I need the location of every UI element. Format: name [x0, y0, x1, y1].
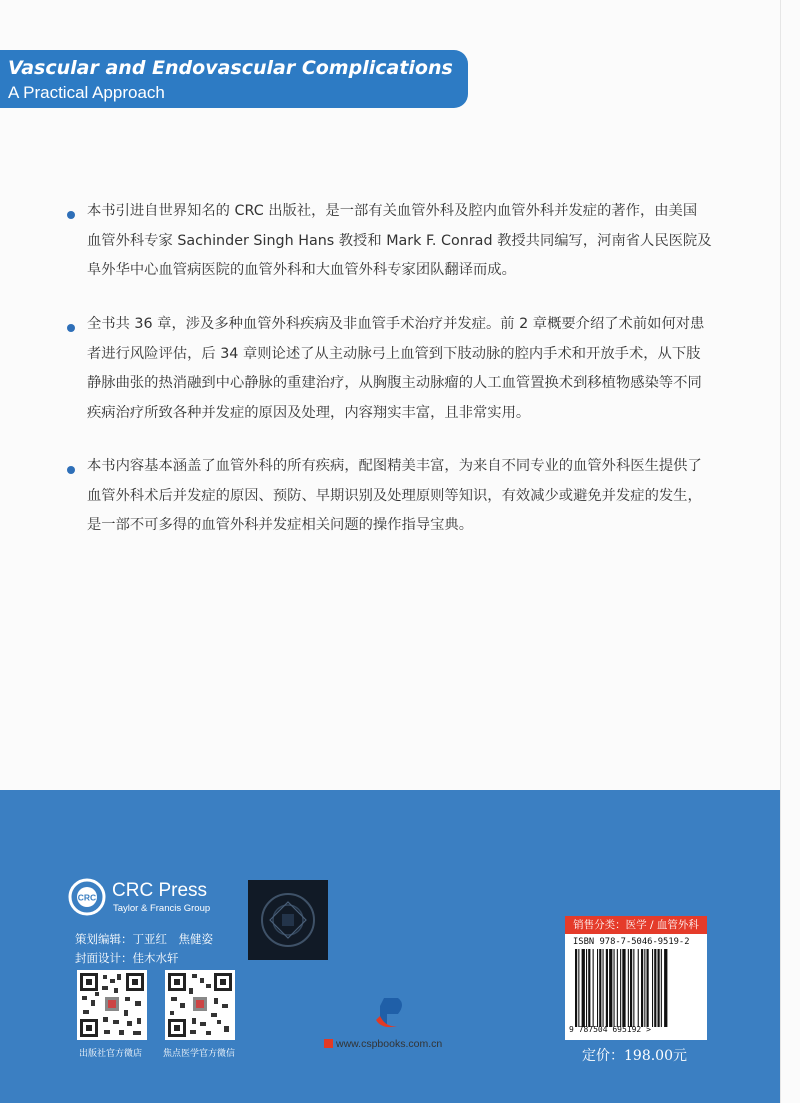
paragraph-line: 血管外科术后并发症的原因、预防、早期识别及处理原则等知识，有效减少或避免并发症的发生， [87, 487, 702, 504]
anti-counterfeit-hologram-icon [248, 880, 328, 960]
price-label: 定价：198.00元 [582, 1048, 687, 1064]
barcode-bar [586, 949, 587, 1027]
isbn-text: ISBN 978-7-5046-9519-2 [573, 937, 690, 947]
barcode-bar [609, 949, 612, 1027]
barcode-bar [606, 949, 608, 1027]
website-link[interactable] [324, 1038, 442, 1050]
paragraph-line: 静脉曲张的热消融到中心静脉的重建治疗，从胸腹主动脉瘤的人工血管置换术到移植物感染等不同 [87, 375, 702, 391]
barcode-label [565, 916, 707, 1040]
barcode-bar [603, 949, 604, 1027]
barcode-bar [654, 949, 656, 1027]
qr-label-wechat: 焦点医学官方微信 [163, 1049, 236, 1059]
description-paragraph-2 [87, 310, 727, 428]
barcode-digits: 9 787504 695192 > [569, 1025, 651, 1034]
barcode-bar [614, 949, 615, 1027]
paragraph-line: 阜外华中心血管病医院的血管外科和大血管外科专家团队翻译而成。 [87, 262, 516, 278]
barcode-bar [633, 949, 634, 1027]
editors-credit: 策划编辑：丁亚红 焦健姿 [75, 932, 213, 946]
paragraph-line: 本书引进自世界知名的 CRC 出版社，是一部有关血管外科及腔内血管外科并发症的著作，由美国 [87, 203, 698, 219]
paragraph-line: 全书共 36 章，涉及多种血管外科疾病及非血管手术治疗并发症。前 2 章概要介绍了术前如何对患 [87, 316, 705, 332]
website-mark-icon [324, 1039, 333, 1048]
barcode-bar [578, 949, 579, 1027]
description-paragraph-3 [87, 452, 727, 541]
qr-code-wechat-icon [165, 970, 235, 1040]
barcode-bar [652, 949, 653, 1027]
barcode-bar [658, 949, 660, 1027]
qr-label-store: 出版社官方微店 [79, 1049, 143, 1059]
paragraph-line: 本书内容基本涵盖了血管外科的所有疾病，配图精美丰富，为来自不同专业的血管外科医生提供了 [87, 458, 702, 474]
paragraph-line: 血管外科专家 Sachinder Singh Hans 教授和 Mark F. Conrad 教授共同编写，河南省人民医院及 [87, 232, 712, 249]
book-subtitle: A Practical Approach [8, 83, 165, 102]
barcode-bar [597, 949, 598, 1027]
barcode-bar [647, 949, 649, 1027]
spine-fold-line [780, 0, 781, 1103]
barcode-bar [599, 949, 601, 1027]
website-url: www.cspbooks.com.cn [336, 1038, 443, 1050]
book-title: Vascular and Endovascular Complications [8, 57, 453, 79]
barcode-bar [588, 949, 590, 1027]
barcode-bar [593, 949, 594, 1027]
barcode-bar [620, 949, 621, 1027]
barcode-bar [617, 949, 618, 1027]
isbn-barcode-icon [575, 949, 699, 1027]
sales-category: 销售分类：医学 / 血管外科 [565, 916, 707, 934]
barcode-bar [628, 949, 629, 1027]
barcode-bar [638, 949, 639, 1027]
description-paragraph-1 [87, 197, 727, 286]
barcode-bar [582, 949, 585, 1027]
barcode-bar [664, 949, 667, 1027]
publisher-logo-icon [372, 994, 408, 1030]
bullet-icon [67, 466, 75, 474]
qr-code-store-icon [77, 970, 147, 1040]
bullet-icon [67, 211, 75, 219]
crc-logo-text: CRC [77, 892, 97, 903]
paragraph-line: 疾病治疗所致各种并发症的原因及处理，内容翔实丰富，且非常实用。 [87, 404, 531, 421]
crc-press-logo-icon [68, 878, 106, 916]
barcode-bar [630, 949, 632, 1027]
barcode-bar [641, 949, 643, 1027]
bullet-icon [67, 324, 75, 332]
publisher-name: CRC Press [112, 880, 208, 901]
barcode-bar [622, 949, 625, 1027]
barcode-bar [575, 949, 577, 1027]
paragraph-line: 是一部不可多得的血管外科并发症相关问题的操作指导宝典。 [87, 517, 474, 533]
cover-design-credit: 封面设计：佳木水轩 [75, 951, 179, 965]
publisher-group: Taylor & Francis Group [113, 903, 211, 914]
paragraph-line: 者进行风险评估，后 34 章则论述了从主动脉弓上血管到下肢动脉的腔内手术和开放手术，从下肢 [87, 345, 701, 362]
title-banner [0, 50, 468, 108]
barcode-bar [661, 949, 662, 1027]
barcode-bar [644, 949, 645, 1027]
